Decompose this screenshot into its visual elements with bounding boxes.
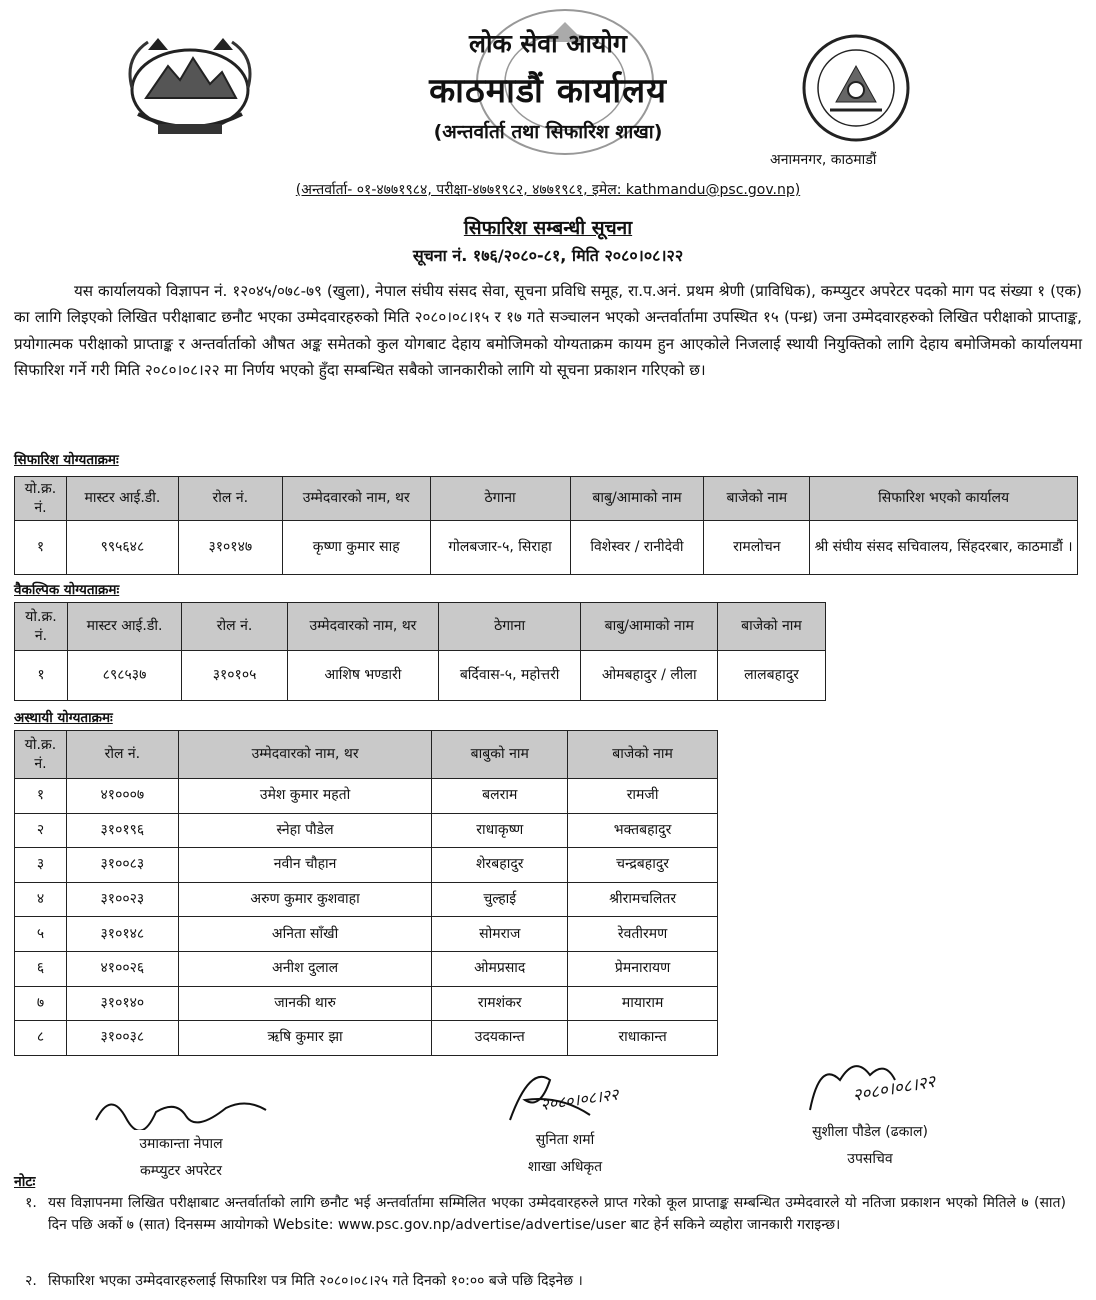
temporary-cell-4-2: अनिता साँखी <box>178 917 432 952</box>
temporary-cell-7-2: ऋषि कुमार झा <box>178 1021 432 1056</box>
temporary-cell-7-1: ३१००३८ <box>66 1021 178 1056</box>
recommended-label: सिफारिश योग्यताक्रमः <box>14 452 119 468</box>
temporary-cell-7-3: उदयकान्त <box>432 1021 568 1056</box>
alternative-header-5: बाबु/आमाको नाम <box>581 603 718 651</box>
signatory-2-role: शाखा अधिकृत <box>527 1159 603 1175</box>
temporary-cell-6-3: रामशंकर <box>432 986 568 1021</box>
table-row <box>15 848 718 883</box>
temporary-cell-6-0: ७ <box>15 986 67 1021</box>
temporary-header-0: यो.क्र. नं. <box>15 731 67 779</box>
alternative-header-1: मास्टर आई.डी. <box>67 603 181 651</box>
recommended-cell-0-7: श्री संघीय संसद सचिवालय, सिंहदरबार, काठमाडौं । <box>810 521 1078 575</box>
signature-1-icon <box>86 1090 276 1130</box>
temporary-header-2: उम्मेदवारको नाम, थर <box>178 731 432 779</box>
alternative-label: वैकल्पिक योग्यताक्रमः <box>14 582 120 598</box>
temporary-cell-5-2: अनीश दुलाल <box>178 951 432 986</box>
table-row <box>15 882 718 917</box>
temporary-label: अस्थायी योग्यताक्रमः <box>14 710 113 726</box>
table-row <box>15 521 1078 575</box>
temporary-cell-1-1: ३१०१९६ <box>66 813 178 848</box>
contact-line: (अन्तर्वार्ता- ०१-४७७१९८४, परीक्षा-४७७१९८२, ४७७१९८१, इमेल: kathmandu@psc.gov.np) <box>295 182 801 198</box>
recommended-cell-0-1: ९९५६४८ <box>66 521 178 575</box>
temporary-cell-5-3: ओमप्रसाद <box>432 951 568 986</box>
temporary-cell-4-3: सोमराज <box>432 917 568 952</box>
alternative-cell-0-4: बर्दिवास-५, महोत्तरी <box>438 651 581 701</box>
temporary-cell-3-4: श्रीरामचलितर <box>568 882 718 917</box>
temporary-cell-3-0: ४ <box>15 882 67 917</box>
signature-block-3 <box>760 1050 980 1168</box>
temporary-cell-0-4: रामजी <box>568 779 718 814</box>
temporary-cell-2-4: चन्द्रबहादुर <box>568 848 718 883</box>
alternative-cell-0-3: आशिष भण्डारी <box>288 651 439 701</box>
temporary-cell-1-3: राधाकृष्ण <box>432 813 568 848</box>
notice-paragraph <box>14 278 1082 384</box>
recommended-table <box>14 476 1078 575</box>
table-row <box>15 951 718 986</box>
alternative-header-3: उम्मेदवारको नाम, थर <box>288 603 439 651</box>
recommended-header-4: ठेगाना <box>430 477 570 521</box>
temporary-header-3: बाबुको नाम <box>432 731 568 779</box>
psc-logo-icon <box>800 32 912 144</box>
temporary-cell-1-4: भक्तबहादुर <box>568 813 718 848</box>
signatory-3-name: सुशीला पौडेल (ढकाल) <box>812 1124 928 1140</box>
recommended-header-6: बाजेको नाम <box>704 477 810 521</box>
recommended-cell-0-3: कृष्णा कुमार साह <box>282 521 430 575</box>
note-1 <box>14 1192 1074 1236</box>
table-row <box>15 779 718 814</box>
signature-2-date: २०८०।०८।२२ <box>539 1084 620 1115</box>
branch-name: (अन्तर्वार्ता तथा सिफारिश शाखा) <box>433 121 663 143</box>
signatory-1-role: कम्प्युटर अपरेटर <box>140 1163 222 1179</box>
recommended-header-5: बाबु/आमाको नाम <box>570 477 704 521</box>
signature-3-date: २०८०।०८।२२ <box>851 1071 937 1107</box>
temporary-cell-5-4: प्रेमनारायण <box>568 951 718 986</box>
temporary-header-1: रोल नं. <box>66 731 178 779</box>
temporary-cell-2-1: ३१००८३ <box>66 848 178 883</box>
alternative-header-4: ठेगाना <box>438 603 581 651</box>
table-row <box>15 813 718 848</box>
recommended-header-2: रोल नं. <box>178 477 282 521</box>
table-row <box>15 917 718 952</box>
temporary-cell-0-3: बलराम <box>432 779 568 814</box>
temporary-cell-6-1: ३१०१४० <box>66 986 178 1021</box>
notes-title: नोटः <box>14 1174 36 1190</box>
signatory-2-name: सुनिता शर्मा <box>535 1132 595 1148</box>
alternative-header-0: यो.क्र. नं. <box>15 603 68 651</box>
temporary-cell-3-3: चुल्हाई <box>432 882 568 917</box>
note-2-number: २. <box>25 1273 37 1289</box>
temporary-cell-7-0: ८ <box>15 1021 67 1056</box>
temporary-cell-4-0: ५ <box>15 917 67 952</box>
alternative-cell-0-0: १ <box>15 651 68 701</box>
recommended-cell-0-4: गोलबजार-५, सिराहा <box>430 521 570 575</box>
temporary-cell-2-2: नवीन चौहान <box>178 848 432 883</box>
temporary-cell-4-4: रेवतीरमण <box>568 917 718 952</box>
organization-name: लोक सेवा आयोग <box>469 29 627 58</box>
alternative-table <box>14 602 826 701</box>
notice-title: सिफारिश सम्बन्धी सूचना <box>463 217 633 239</box>
temporary-cell-5-1: ४१००२६ <box>66 951 178 986</box>
temporary-table <box>14 730 718 1056</box>
recommended-cell-0-2: ३१०१४७ <box>178 521 282 575</box>
temporary-cell-2-3: शेरबहादुर <box>432 848 568 883</box>
alternative-header-2: रोल नं. <box>182 603 288 651</box>
temporary-cell-1-0: २ <box>15 813 67 848</box>
temporary-cell-0-0: १ <box>15 779 67 814</box>
recommended-cell-0-5: विशेस्वर / रानीदेवी <box>570 521 704 575</box>
alternative-cell-0-5: ओमबहादुर / लीला <box>581 651 718 701</box>
temporary-cell-3-2: अरुण कुमार कुशवाहा <box>178 882 432 917</box>
recommended-header-1: मास्टर आई.डी. <box>66 477 178 521</box>
recommended-cell-0-6: रामलोचन <box>704 521 810 575</box>
temporary-cell-2-0: ३ <box>15 848 67 883</box>
notice-number: सूचना नं. १७६/२०८०-८१, मिति २०८०।०८।२२ <box>412 246 684 265</box>
signature-block-1 <box>86 1090 276 1180</box>
office-location: अनामनगर, काठमाडौं <box>770 152 877 168</box>
temporary-cell-1-2: स्नेहा पौडेल <box>178 813 432 848</box>
note-2-text: सिफारिश भएका उम्मेदवारहरुलाई सिफारिश पत्र मिति २०८०।०८।२५ गते दिनको १०:०० बजे पछि दिइनेछ । <box>48 1273 583 1289</box>
signatory-3-role: उपसचिव <box>847 1151 893 1167</box>
temporary-cell-4-1: ३१०१४८ <box>66 917 178 952</box>
temporary-cell-7-4: राधाकान्त <box>568 1021 718 1056</box>
temporary-cell-6-2: जानकी थारु <box>178 986 432 1021</box>
temporary-cell-5-0: ६ <box>15 951 67 986</box>
recommended-cell-0-0: १ <box>15 521 67 575</box>
signature-block-2 <box>440 1060 690 1176</box>
temporary-cell-6-4: मायाराम <box>568 986 718 1021</box>
temporary-cell-0-1: ४१०००७ <box>66 779 178 814</box>
recommended-header-7: सिफारिश भएको कार्यालय <box>810 477 1078 521</box>
nepal-emblem-icon <box>118 28 263 143</box>
table-row <box>15 651 826 701</box>
recommended-header-0: यो.क्र. नं. <box>15 477 67 521</box>
notice-paragraph-text: यस कार्यालयको विज्ञापन नं. १२०४५/०७८-७९ (खुला), नेपाल संघीय संसद सेवा, सूचना प्रविधि समूह, रा.प.अनं. प्रथम श्रेणी (प्राविधिक), कम्प्युटर अपरेटर पदको माग पद संख्या १ (एक) का लागि लिइएको लिखित परीक्षाबाट छनौट भएका उम्मेदवारहरुको मिति २०८०।०८।१५ र १७ गते सञ्चालन भएको अन्तर्वार्तामा उपस्थित १५ (पन्ध्र) जना उम्मेदवारहरुको लिखित परीक्षाको प्राप्ताङ्क, प्रयोगात्मक परीक्षाको प्राप्ताङ्क र अन्तर्वार्ताको औषत अङ्क समेतको कुल योगबाट देहाय बमोजिमको योग्यताक्रम कायम हुन आएकोले निजलाई स्थायी नियुक्तिको लागि देहाय बमोजिमको कार्यालयमा सिफारिश गर्ने गरी मिति २०८०।०८।२२ मा निर्णय भएको हुँदा सम्बन्धित सबैको जानकारीको लागि यो सूचना प्रकाशन गरिएको छ। <box>14 282 1082 380</box>
alternative-cell-0-1: ८९८५३७ <box>67 651 181 701</box>
note-2 <box>14 1270 1074 1292</box>
note-1-number: १. <box>25 1195 37 1211</box>
table-row <box>15 986 718 1021</box>
table-row <box>15 1021 718 1056</box>
temporary-header-4: बाजेको नाम <box>568 731 718 779</box>
office-name: काठमाडौं कार्यालय <box>429 71 667 111</box>
alternative-cell-0-6: लालबहादुर <box>717 651 825 701</box>
temporary-cell-0-2: उमेश कुमार महतो <box>178 779 432 814</box>
alternative-header-6: बाजेको नाम <box>717 603 825 651</box>
recommended-header-3: उम्मेदवारको नाम, थर <box>282 477 430 521</box>
note-1-text: यस विज्ञापनमा लिखित परीक्षाबाट अन्तर्वार्ताको लागि छनौट भई अन्तर्वार्तामा सम्मिलित भएका उम्मेदवारहरुले प्राप्त गरेको कूल प्राप्ताङ्क सम्बन्धित उम्मेदवारले यो नतिजा प्रकाशन भएको मितिले ७ (सात) दिन पछि अर्को ७ (सात) दिनसम्म आयोगको Website: www.psc.gov.np/advertise/advertise/user बाट हेर्न सकिने व्यहोरा जानकारी गराइन्छ। <box>48 1195 1066 1233</box>
signatory-1-name: उमाकान्ता नेपाल <box>139 1136 223 1152</box>
alternative-cell-0-2: ३१०१०५ <box>182 651 288 701</box>
temporary-cell-3-1: ३१००२३ <box>66 882 178 917</box>
